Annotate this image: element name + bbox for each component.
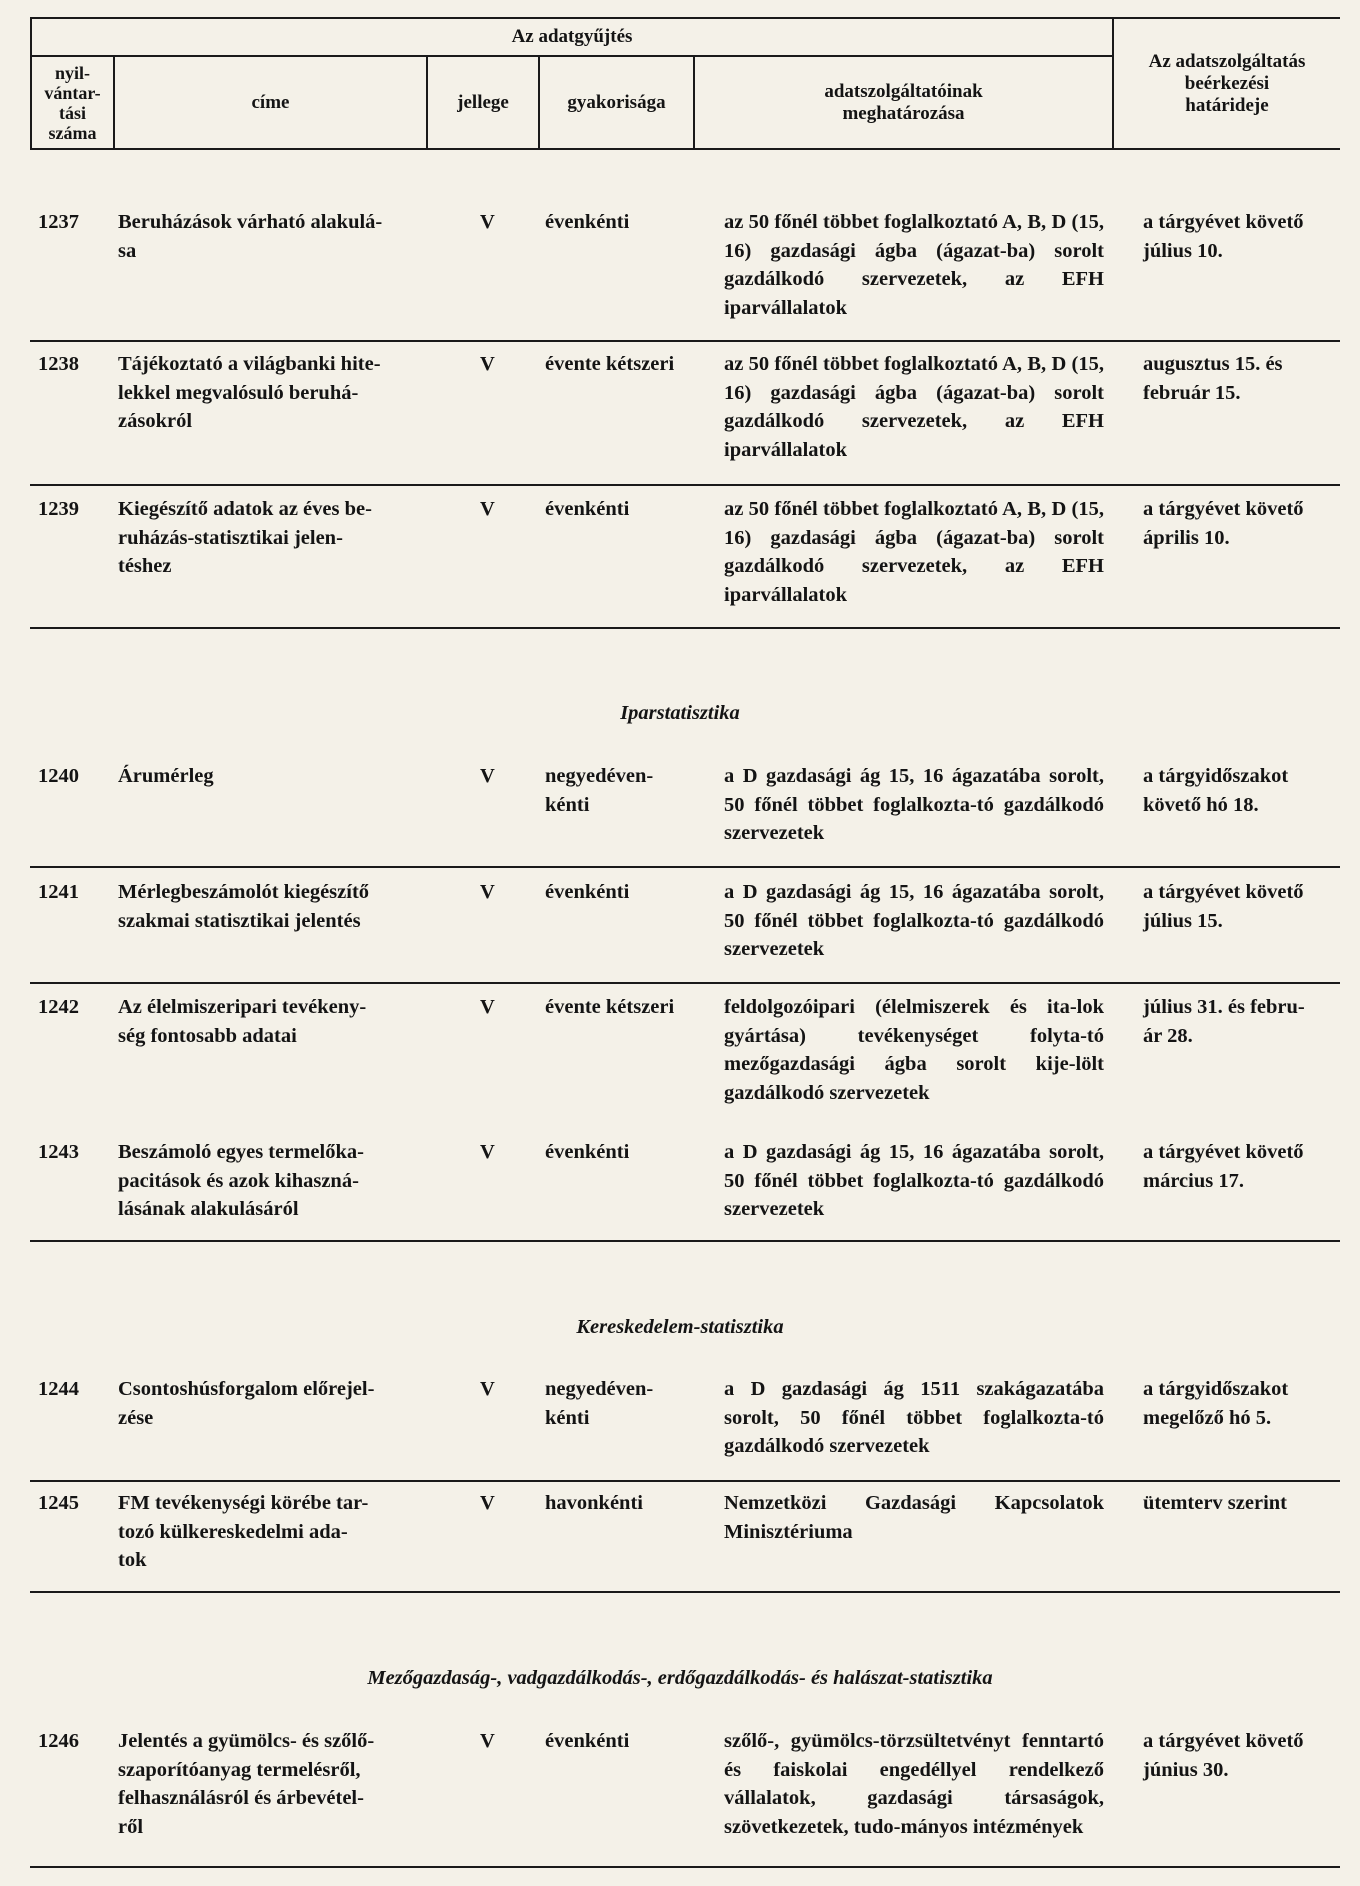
- row-deadline: ütemterv szerint: [1143, 1492, 1288, 1514]
- row-deadline: a tárgyévet követő június 30.: [1143, 1730, 1304, 1781]
- row-frequency: évenkénti: [545, 1141, 630, 1163]
- row-providers: a D gazdasági ág 15, 16 ágazatába sorolt, 50 főnél többet foglalkozta-tó gazdálkodó szervezetek: [724, 1141, 1104, 1220]
- row-title: Jelentés a gyümölcs- és szőlő- szaporítóanyag termelésről, felhasználásról és árbevétel- ről: [118, 1730, 375, 1838]
- header-col-type-text: jellege: [457, 91, 509, 113]
- row-divider: [30, 340, 1340, 342]
- header-group-text: Az adatgyűjtés: [511, 26, 633, 47]
- section-title-trade: Kereskedelem-statisztika: [576, 1316, 784, 1338]
- row-number: 1246: [38, 1730, 79, 1752]
- row-providers: szőlő-, gyümölcs-törzsültetvényt fenntartó és faiskolai engedéllyel rendelkező vállalatok, gazdasági társaságok, szövetkezetek, tudo-mányos intézmények: [724, 1730, 1104, 1838]
- row-frequency: évenkénti: [545, 1730, 630, 1752]
- row-type: V: [480, 1730, 495, 1752]
- row-type: V: [480, 353, 495, 375]
- row-deadline: a tárgyidőszakot megelőző hó 5.: [1143, 1378, 1289, 1429]
- row-number: 1242: [38, 996, 79, 1018]
- row-type: V: [480, 211, 495, 233]
- header-col-number-text: nyil- vántar- tási száma: [44, 62, 101, 143]
- row-deadline: a tárgyévet követő július 15.: [1143, 881, 1304, 932]
- row-number: 1237: [38, 211, 79, 233]
- row-frequency: negyedéven- kénti: [545, 1378, 654, 1429]
- header-col-title: [115, 57, 426, 148]
- row-providers: Nemzetközi Gazdasági Kapcsolatok Minisztériuma: [724, 1492, 1104, 1543]
- header-col-providers-text: adatszolgáltatóinak meghatározása: [824, 80, 983, 124]
- row-title: FM tevékenységi körébe tar- tozó külkereskedelmi ada- tok: [118, 1492, 369, 1571]
- header-group-label: [32, 19, 1112, 55]
- header-col-title-text: címe: [251, 91, 290, 113]
- row-frequency: évenkénti: [545, 498, 630, 520]
- row-providers: az 50 főnél többet foglalkoztató A, B, D (15, 16) gazdasági ágba (ágazat-ba) sorolt gazdálkodó szervezetek, az EFH iparvállalatok: [724, 211, 1104, 319]
- row-type: V: [480, 1378, 495, 1400]
- row-title: Kiegészítő adatok az éves be- ruházás-statisztikai jelen- téshez: [118, 498, 372, 577]
- row-type: V: [480, 996, 495, 1018]
- row-type: V: [480, 881, 495, 903]
- row-title: Tájékoztató a világbanki hite- lekkel megvalósuló beruhá- zásokról: [118, 353, 381, 432]
- row-title: Mérlegbeszámolót kiegészítő szakmai statisztikai jelentés: [118, 881, 370, 932]
- row-deadline: a tárgyévet követő március 17.: [1143, 1141, 1304, 1192]
- row-providers: a D gazdasági ág 15, 16 ágazatába sorolt, 50 főnél többet foglalkozta-tó gazdálkodó szervezetek: [724, 765, 1104, 844]
- row-deadline: a tárgyévet követő április 10.: [1143, 498, 1304, 549]
- header-col-providers: [695, 57, 1112, 148]
- row-frequency: negyedéven- kénti: [545, 765, 654, 816]
- row-frequency: évente kétszeri: [545, 353, 675, 375]
- row-deadline: a tárgyidőszakot követő hó 18.: [1143, 765, 1289, 816]
- row-providers: a D gazdasági ág 15, 16 ágazatába sorolt, 50 főnél többet foglalkozta-tó gazdálkodó szervezetek: [724, 881, 1104, 960]
- row-providers: az 50 főnél többet foglalkoztató A, B, D (15, 16) gazdasági ágba (ágazat-ba) sorolt gazdálkodó szervezetek, az EFH iparvállalatok: [724, 498, 1104, 606]
- row-providers: az 50 főnél többet foglalkoztató A, B, D (15, 16) gazdasági ágba (ágazat-ba) sorolt gazdálkodó szervezetek, az EFH iparvállalatok: [724, 353, 1104, 461]
- row-divider: [30, 1240, 1340, 1242]
- row-divider: [30, 1480, 1340, 1482]
- header-col-deadline: [1114, 19, 1340, 148]
- row-frequency: évenkénti: [545, 881, 630, 903]
- row-number: 1240: [38, 765, 79, 787]
- row-providers: feldolgozóipari (élelmiszerek és ita-lok gyártása) tevékenységet folyta-tó mezőgazdasági ágba sorolt kije-lölt gazdálkodó szervezetek: [724, 996, 1104, 1104]
- section-title-industry: Iparstatisztika: [620, 702, 740, 724]
- row-divider: [30, 982, 1340, 984]
- row-number: 1243: [38, 1141, 79, 1163]
- row-frequency: évente kétszeri: [545, 996, 675, 1018]
- row-type: V: [480, 1492, 495, 1514]
- header-col-frequency: [540, 57, 693, 148]
- row-providers: a D gazdasági ág 1511 szakágazatába sorolt, 50 főnél többet foglalkozta-tó gazdálkodó szervezetek: [724, 1378, 1104, 1457]
- row-number: 1241: [38, 881, 79, 903]
- row-type: V: [480, 498, 495, 520]
- header-bottom-border: [30, 148, 1340, 150]
- row-deadline: augusztus 15. és február 15.: [1143, 353, 1283, 404]
- row-type: V: [480, 765, 495, 787]
- row-number: 1244: [38, 1378, 79, 1400]
- row-divider: [30, 627, 1340, 629]
- row-divider: [30, 1591, 1340, 1593]
- row-type: V: [480, 1141, 495, 1163]
- row-title: Beszámoló egyes termelőka- pacitások és azok kihaszná- lásának alakulásáról: [118, 1141, 364, 1220]
- header-col-type: [428, 57, 538, 148]
- row-title: Az élelmiszeripari tevékeny- ség fontosabb adatai: [118, 996, 367, 1047]
- row-title: Beruházások várható alakulá- sa: [118, 211, 383, 262]
- row-deadline: a tárgyévet követő július 10.: [1143, 211, 1304, 262]
- row-frequency: évenkénti: [545, 211, 630, 233]
- row-deadline: július 31. és febru- ár 28.: [1143, 996, 1305, 1047]
- row-number: 1238: [38, 353, 79, 375]
- section-title-agriculture: Mezőgazdaság-, vadgazdálkodás-, erdőgazdálkodás- és halászat-statisztika: [367, 1667, 993, 1689]
- row-number: 1245: [38, 1492, 79, 1514]
- row-divider: [30, 484, 1340, 486]
- row-frequency: havonkénti: [545, 1492, 643, 1514]
- row-divider: [30, 1866, 1340, 1868]
- row-number: 1239: [38, 498, 79, 520]
- header-col-frequency-text: gyakorisága: [567, 91, 666, 113]
- row-title: Árumérleg: [118, 765, 214, 787]
- header-col-deadline-text: Az adatszolgáltatás beérkezési határideje: [1148, 50, 1306, 116]
- header-col-number: [32, 57, 113, 148]
- row-title: Csontoshúsforgalom előrejel- zése: [118, 1378, 375, 1429]
- row-divider: [30, 866, 1340, 868]
